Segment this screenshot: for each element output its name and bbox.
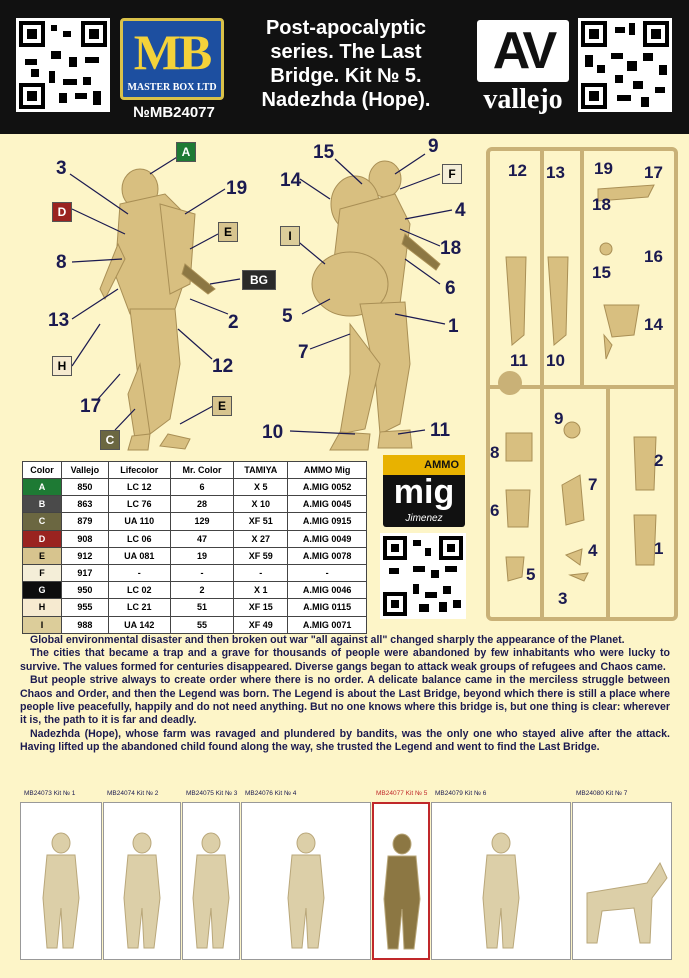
color-code-cell: E	[23, 547, 62, 564]
sprue-num-14: 14	[644, 315, 663, 334]
callout-3: 3	[56, 158, 67, 179]
paint-cell: UA 110	[108, 513, 170, 530]
callout-18: 18	[440, 238, 462, 259]
sprue-num-6: 6	[490, 501, 500, 520]
story-text	[20, 634, 670, 755]
paint-cell: 917	[61, 564, 108, 581]
paint-cell: UA 081	[108, 547, 170, 564]
paint-cell: A.MIG 0071	[288, 616, 367, 633]
column-header: Mr. Color	[170, 462, 234, 479]
sprue-num-19: 19	[594, 159, 613, 178]
paint-cell: 129	[170, 513, 234, 530]
color-tag-h: H	[52, 356, 72, 376]
callout-4: 4	[455, 200, 466, 221]
back-figure	[312, 161, 440, 450]
paint-cell: 55	[170, 616, 234, 633]
story-paragraph: Nadezhda (Hope), whose farm was ravaged and plundered by bandits, was the only one who stayed alive after the attack. Having lifted up the abandoned child found along the way, she trusted the Legend and went to find the Last Bridge.	[20, 727, 670, 754]
qr-code-ammo[interactable]	[380, 533, 466, 619]
series-figure	[374, 804, 430, 958]
paint-cell: A.MIG 0078	[288, 547, 367, 564]
sprue-num-8: 8	[490, 443, 500, 462]
paint-row	[23, 599, 367, 616]
series-kit-thumbnail[interactable]	[431, 802, 571, 960]
front-figure	[100, 169, 215, 450]
paint-cell: XF 59	[234, 547, 288, 564]
column-header: AMMO Mig	[288, 462, 367, 479]
paint-row	[23, 496, 367, 513]
paint-cell: 863	[61, 496, 108, 513]
ammo-logo-main: mig	[393, 473, 455, 511]
callout-5: 5	[282, 306, 293, 327]
sprue-num-4: 4	[588, 541, 598, 560]
callout-14: 14	[280, 170, 302, 191]
paint-cell: A.MIG 0045	[288, 496, 367, 513]
ammo-logo-sub: Jimenez	[405, 513, 443, 524]
paint-cell: UA 142	[108, 616, 170, 633]
paint-cell: 908	[61, 530, 108, 547]
series-kit-label: MB24073 Kit № 1	[24, 790, 76, 797]
paint-row	[23, 479, 367, 496]
color-code-cell: G	[23, 582, 62, 599]
sprue-num-9: 9	[554, 409, 564, 428]
color-code-cell: F	[23, 564, 62, 581]
series-kit-label: MB24075 Kit № 3	[186, 790, 238, 797]
series-kit-thumbnail[interactable]	[103, 802, 181, 960]
product-code: №MB24077	[133, 104, 215, 121]
title-line: Post-apocalyptic	[265, 17, 427, 39]
callout-7: 7	[298, 342, 309, 363]
paint-cell: X 1	[234, 582, 288, 599]
paint-cell: 6	[170, 479, 234, 496]
callout-13: 13	[48, 310, 70, 331]
story-paragraph: But people strive always to create order where there is no order. A delicate balance came in the merciless struggle between Chaos and Order, and then the Legend was born. The Legend is about the Last Bridge, beyond which there is still a place where people live peacefully, happily and do not need anything. But no one knows where this bridge is, but one thing is clear: wherever it is, the path to it is far and deadly.	[20, 674, 670, 727]
column-header: TAMIYA	[234, 462, 288, 479]
sprue-num-3: 3	[558, 589, 568, 608]
color-tag-e-upper: E	[218, 222, 238, 242]
color-code-cell: H	[23, 599, 62, 616]
paint-cell: LC 21	[108, 599, 170, 616]
paint-cell: X 27	[234, 530, 288, 547]
paint-cell: A.MIG 0049	[288, 530, 367, 547]
color-code-cell: B	[23, 496, 62, 513]
paint-table	[22, 461, 367, 634]
master-box-logo	[120, 18, 224, 100]
qr-pattern	[383, 536, 463, 616]
paint-row	[23, 616, 367, 633]
paint-cell: XF 15	[234, 599, 288, 616]
sprue-num-16: 16	[644, 247, 663, 266]
series-figure	[21, 803, 101, 957]
paint-cell: X 5	[234, 479, 288, 496]
paint-cell: LC 02	[108, 582, 170, 599]
color-code-cell: C	[23, 513, 62, 530]
paint-cell: 51	[170, 599, 234, 616]
column-header: Vallejo	[61, 462, 108, 479]
paint-table-header	[23, 462, 367, 479]
series-kit-thumbnail[interactable]	[372, 802, 430, 960]
paint-cell: 950	[61, 582, 108, 599]
color-tag-e: E	[212, 396, 232, 416]
callout-8: 8	[56, 252, 67, 273]
sprue-num-15: 15	[592, 263, 611, 282]
color-tag-bg: BG	[242, 270, 276, 290]
series-kit-thumbnail[interactable]	[572, 802, 672, 960]
sprue-num-2: 2	[654, 451, 664, 470]
column-header: Color	[23, 462, 62, 479]
qr-code-right[interactable]	[578, 18, 672, 112]
paint-cell: LC 76	[108, 496, 170, 513]
sprue-num-18: 18	[592, 195, 611, 214]
series-kit-label: MB24077 Kit № 5	[376, 790, 428, 797]
mb-logo-letters: MB	[133, 24, 211, 80]
paint-cell: A.MIG 0052	[288, 479, 367, 496]
vallejo-av-logo: AV	[477, 20, 569, 82]
callout-12: 12	[212, 356, 234, 377]
qr-code-left[interactable]	[16, 18, 110, 112]
callout-1: 1	[448, 316, 459, 337]
callout-10: 10	[262, 422, 284, 443]
title-line: Bridge. Kit № 5.	[270, 65, 422, 87]
paint-cell: 912	[61, 547, 108, 564]
qr-pattern	[581, 21, 669, 109]
paint-cell: XF 49	[234, 616, 288, 633]
paint-cell: X 10	[234, 496, 288, 513]
callout-6: 6	[445, 278, 456, 299]
color-code-cell: I	[23, 616, 62, 633]
callout-15: 15	[313, 142, 335, 163]
paint-cell: 28	[170, 496, 234, 513]
header-bar	[0, 0, 689, 134]
color-tag-c: C	[100, 430, 120, 450]
series-kit-thumbnail[interactable]	[241, 802, 371, 960]
series-figure	[183, 803, 239, 957]
paint-row	[23, 513, 367, 530]
paint-cell: 19	[170, 547, 234, 564]
series-kit-label: MB24080 Kit № 7	[576, 790, 628, 797]
color-tag-a: A	[176, 142, 196, 162]
series-kit-label: MB24074 Kit № 2	[107, 790, 159, 797]
paint-cell: 988	[61, 616, 108, 633]
paint-cell: A.MIG 0115	[288, 599, 367, 616]
series-kit-label: MB24076 Kit № 4	[245, 790, 297, 797]
paint-cell: XF 51	[234, 513, 288, 530]
sprue-num-10: 10	[546, 351, 565, 370]
sprue-num-5: 5	[526, 565, 536, 584]
sprue-num-11: 11	[510, 351, 528, 370]
paint-row	[23, 564, 367, 581]
series-kit-label: MB24079 Kit № 6	[435, 790, 487, 797]
paint-cell: 850	[61, 479, 108, 496]
color-code-cell: A	[23, 479, 62, 496]
color-tag-f: F	[442, 164, 462, 184]
paint-cell: -	[234, 564, 288, 581]
paint-cell: -	[288, 564, 367, 581]
mb-logo-subtitle: MASTER BOX LTD	[127, 82, 217, 93]
series-kit-thumbnail[interactable]	[20, 802, 102, 960]
sprue-diagram	[484, 145, 684, 623]
series-strip	[20, 790, 672, 970]
paint-cell: 2	[170, 582, 234, 599]
color-code-cell: D	[23, 530, 62, 547]
qr-pattern	[19, 21, 107, 109]
story-paragraph: The cities that became a trap and a grave for thousands of people were abandoned by few inhabitants who were lucky to survive. The values formed for centuries disappeared. Diverse gangs began to attack weak groups of refugees and Chaos came.	[20, 647, 670, 673]
callout-19: 19	[226, 178, 248, 199]
column-header: Lifecolor	[108, 462, 170, 479]
sprue-num-7: 7	[588, 475, 598, 494]
paint-cell: -	[170, 564, 234, 581]
vallejo-brand: vallejo	[483, 84, 563, 115]
sprue-num-13: 13	[546, 163, 565, 182]
callout-9: 9	[428, 136, 439, 157]
title-line: series. The Last	[270, 41, 422, 63]
story-paragraph: Global environmental disaster and then broken out war "all against all" changed sharply the appearance of the Planet.	[30, 634, 625, 646]
ammo-logo-top: AMMO	[383, 455, 465, 475]
color-tag-i: I	[280, 226, 300, 246]
paint-row	[23, 547, 367, 564]
paint-cell: LC 06	[108, 530, 170, 547]
paint-row	[23, 582, 367, 599]
paint-cell: LC 12	[108, 479, 170, 496]
sprue-num-1: 1	[654, 539, 664, 558]
ammo-mig-logo	[383, 455, 465, 527]
series-figure	[242, 803, 370, 957]
paint-cell: 879	[61, 513, 108, 530]
callout-2: 2	[228, 312, 239, 333]
callout-11: 11	[430, 420, 451, 441]
figure-views	[0, 134, 480, 459]
title-line: Nadezhda (Hope).	[261, 89, 431, 111]
page-title	[240, 16, 452, 112]
series-figure	[573, 803, 671, 957]
paint-cell: 47	[170, 530, 234, 547]
series-figure	[432, 803, 570, 957]
callout-17: 17	[80, 396, 102, 417]
paint-cell: A.MIG 0046	[288, 582, 367, 599]
sprue-num-17: 17	[644, 163, 663, 182]
color-tag-d: D	[52, 202, 72, 222]
series-kit-thumbnail[interactable]	[182, 802, 240, 960]
paint-cell: -	[108, 564, 170, 581]
paint-row	[23, 530, 367, 547]
paint-cell: 955	[61, 599, 108, 616]
sprue-num-12: 12	[508, 161, 527, 180]
paint-cell: A.MIG 0915	[288, 513, 367, 530]
series-figure	[104, 803, 180, 957]
